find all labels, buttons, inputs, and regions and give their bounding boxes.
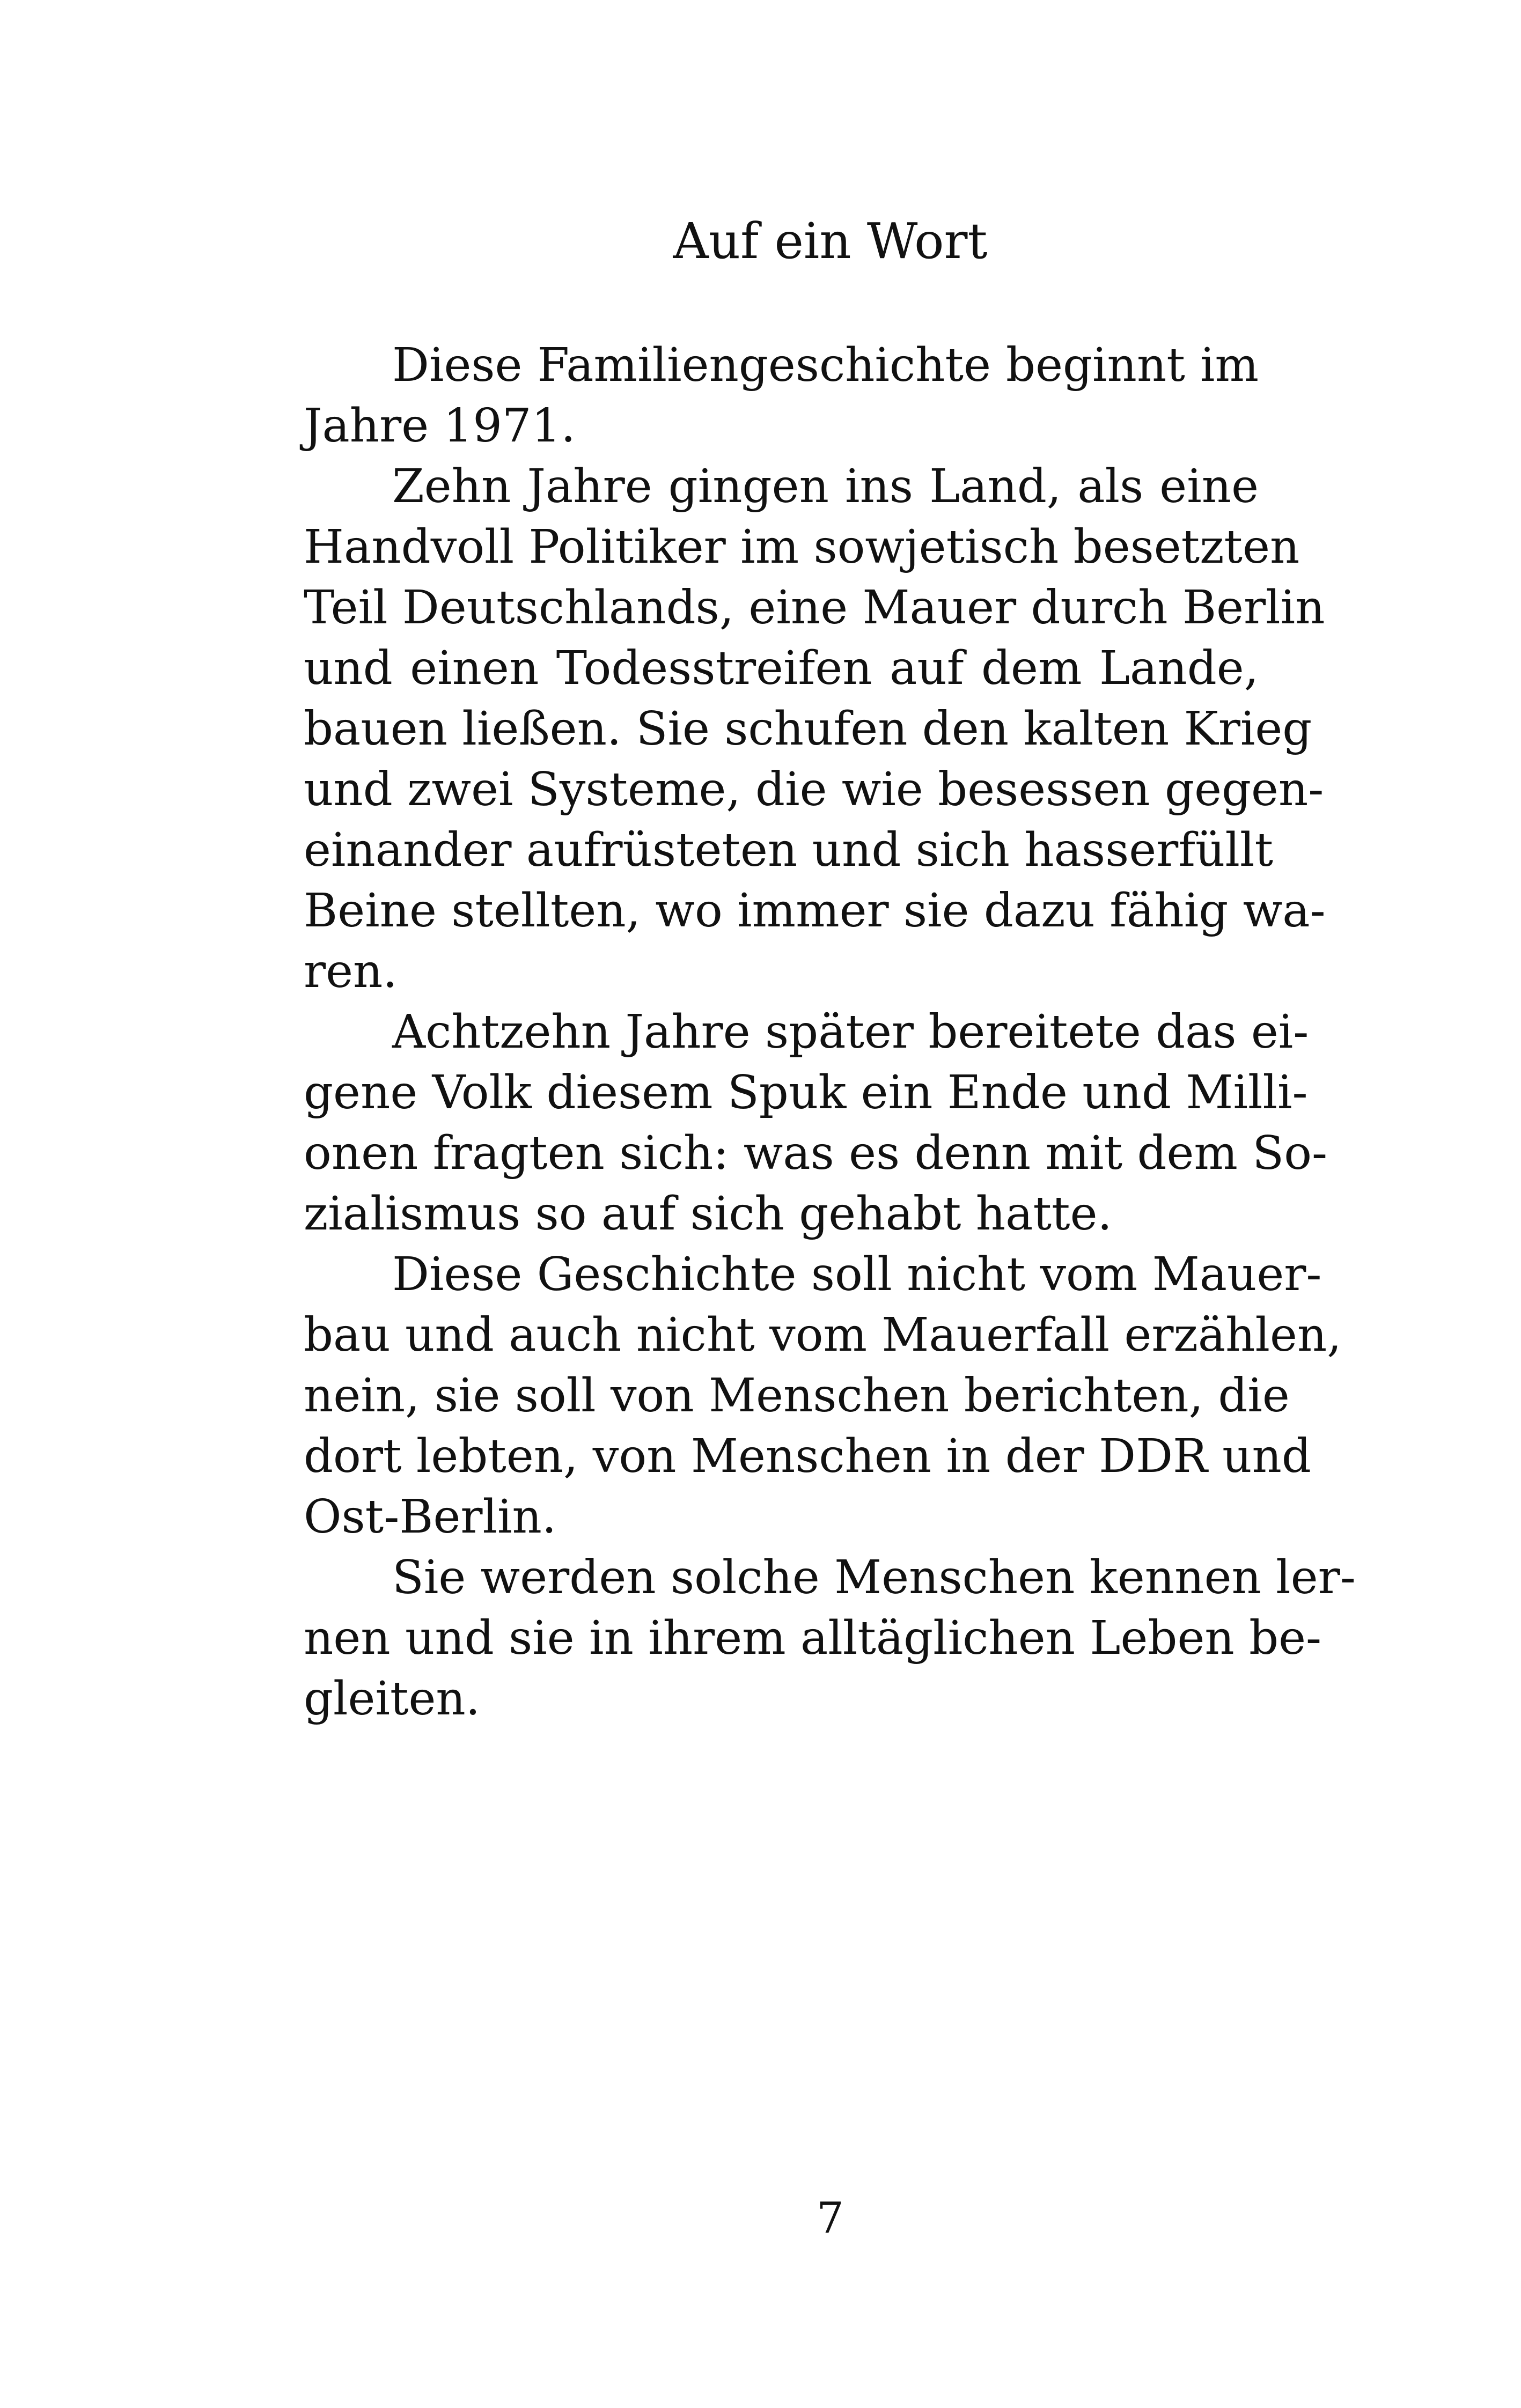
text-line: Sie werden solche Menschen kennen ler-	[392, 1551, 1356, 1604]
text-line: onen fragten sich: was es denn mit dem So-	[304, 1126, 1328, 1180]
text-line: dort lebten, von Menschen in der DDR und	[304, 1430, 1311, 1483]
body-text	[304, 335, 1356, 1729]
text-line: Handvoll Politiker im sowjetisch besetzten	[304, 520, 1300, 574]
text-line: ren.	[304, 945, 398, 998]
text-line: Teil Deutschlands, eine Mauer durch Berlin	[304, 581, 1325, 635]
text-line: Jahre 1971.	[304, 399, 576, 453]
text-line: Diese Geschichte soll nicht vom Mauer-	[392, 1248, 1322, 1301]
text-line: und einen Todesstreifen auf dem Lande,	[304, 642, 1259, 695]
paragraph	[304, 456, 1326, 1002]
text-line: gleiten.	[304, 1672, 481, 1726]
paragraph	[304, 335, 1259, 456]
chapter-title: Auf ein Wort	[673, 212, 988, 270]
text-line: zialismus so auf sich gehabt hatte.	[304, 1187, 1112, 1241]
text-line: gene Volk diesem Spuk ein Ende und Milli-	[304, 1066, 1308, 1120]
paragraph	[304, 1244, 1342, 1548]
page-number: 7	[817, 2193, 844, 2243]
text-line: nen und sie in ihrem alltäglichen Leben be-	[304, 1611, 1322, 1665]
text-line: einander aufrüsteten und sich hasserfüllt	[304, 823, 1274, 877]
text-line: bau und auch nicht vom Mauerfall erzählen,	[304, 1308, 1342, 1362]
text-line: nein, sie soll von Menschen berichten, die	[304, 1369, 1290, 1423]
text-line: und zwei Systeme, die wie besessen gegen-	[304, 763, 1324, 816]
text-line: Achtzehn Jahre später bereitete das ei-	[392, 1005, 1309, 1059]
paragraph	[304, 1548, 1356, 1729]
text-line: Beine stellten, wo immer sie dazu fähig wa-	[304, 884, 1326, 938]
paragraph	[304, 1002, 1328, 1244]
text-line: Diese Familiengeschichte beginnt im	[392, 338, 1259, 392]
text-line: Ost-Berlin.	[304, 1490, 557, 1544]
text-line: bauen ließen. Sie schufen den kalten Krieg	[304, 702, 1312, 756]
text-line: Zehn Jahre gingen ins Land, als eine	[392, 460, 1259, 513]
